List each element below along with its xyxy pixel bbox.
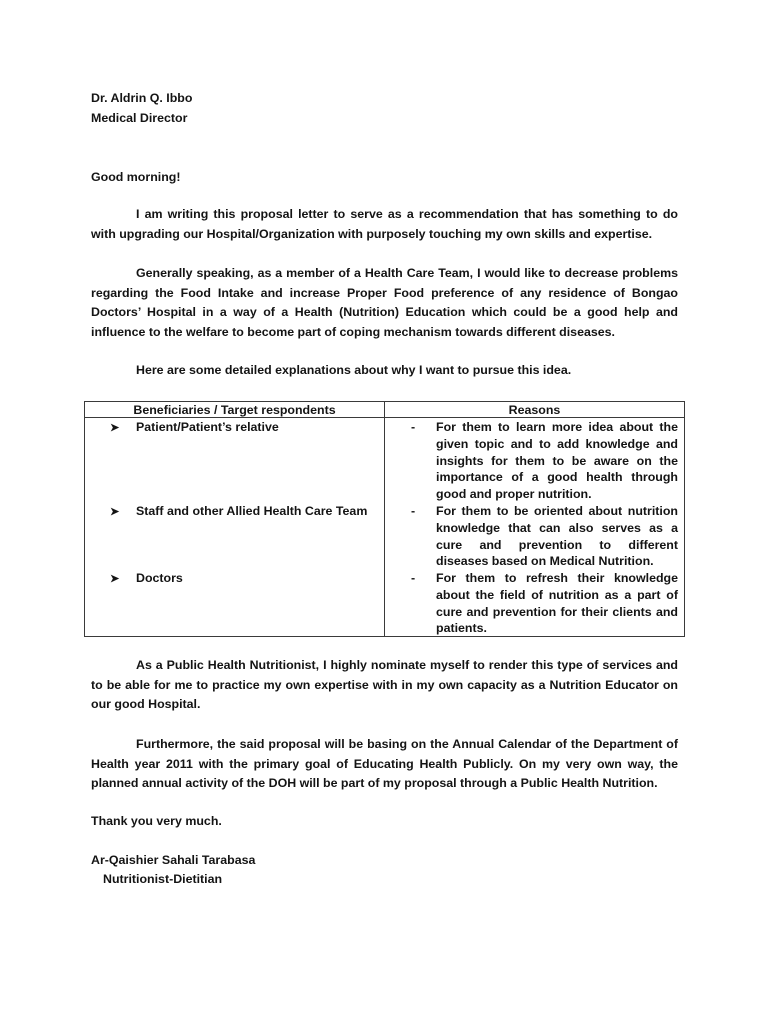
- signer-title: Nutritionist-Dietitian: [103, 872, 223, 886]
- dash-bullet: -: [411, 420, 416, 434]
- signer-name: Ar-Qaishier Sahali Tarabasa: [91, 853, 256, 867]
- reason-text: For them to learn more idea about the given topic and to add knowledge and insights for them to be aware on the importance of a good health through good and proper nutrition.: [436, 420, 678, 502]
- dash-bullet: -: [411, 504, 416, 518]
- reason-text: For them to refresh their knowledge about the field of nutrition as a part of cure and prevention for their clients and patients.: [436, 571, 678, 636]
- table-header-divider: [85, 417, 684, 418]
- table-row-beneficiary: [110, 570, 183, 588]
- table-row-beneficiary: [110, 503, 367, 521]
- recipient-title: Medical Director: [91, 111, 188, 125]
- beneficiary-label: Staff and other Allied Health Care Team: [136, 504, 368, 518]
- paragraph-doh-calendar: Furthermore, the said proposal will be basing on the Annual Calendar of the Department of Health year 2011 with the primary goal of Educating Health Publicly. On my very own way, the planned annual activity of the DOH will be part of my proposal through a Public Health Nutrition.: [91, 737, 678, 791]
- table-header-reasons: Reasons: [508, 403, 561, 417]
- greeting: Good morning!: [91, 170, 181, 184]
- paragraph-explanations: Here are some detailed explanations about why I want to pursue this idea.: [136, 363, 572, 377]
- table-row-beneficiary: [110, 419, 279, 437]
- arrow-bullet-icon: ➤: [110, 573, 120, 585]
- arrow-bullet-icon: ➤: [110, 506, 120, 518]
- arrow-bullet-icon: ➤: [110, 422, 120, 434]
- table-header-beneficiaries: Beneficiaries / Target respondents: [133, 403, 336, 417]
- paragraph-intro: I am writing this proposal letter to serve as a recommendation that has something to do with upgrading our Hospital/Organization with purposely touching my own skills and expertise.: [91, 207, 678, 241]
- beneficiary-label: Doctors: [136, 571, 183, 585]
- reason-text: For them to be oriented about nutrition knowledge that can also serves as a cure and prevention to different diseases based on Medical Nutrition.: [436, 504, 678, 569]
- beneficiaries-table: [84, 401, 685, 637]
- closing: Thank you very much.: [91, 814, 222, 828]
- paragraph-purpose: Generally speaking, as a member of a Health Care Team, I would like to decrease problems regarding the Food Intake and increase Proper Food preference of any residence of Bongao Doctors’ Hospital in a way of a Health (Nutrition) Education which could be a good help and influence to the welfare to become part of coping mechanism towards different diseases.: [91, 266, 678, 339]
- paragraph-nomination: As a Public Health Nutritionist, I highly nominate myself to render this type of services and to be able for me to practice my own expertise with in my own capacity as a Nutrition Educator on our good Hospital.: [91, 658, 678, 712]
- beneficiary-label: Patient/Patient’s relative: [136, 420, 279, 434]
- recipient-name: Dr. Aldrin Q. Ibbo: [91, 91, 193, 105]
- dash-bullet: -: [411, 571, 416, 585]
- table-column-divider: [384, 402, 385, 636]
